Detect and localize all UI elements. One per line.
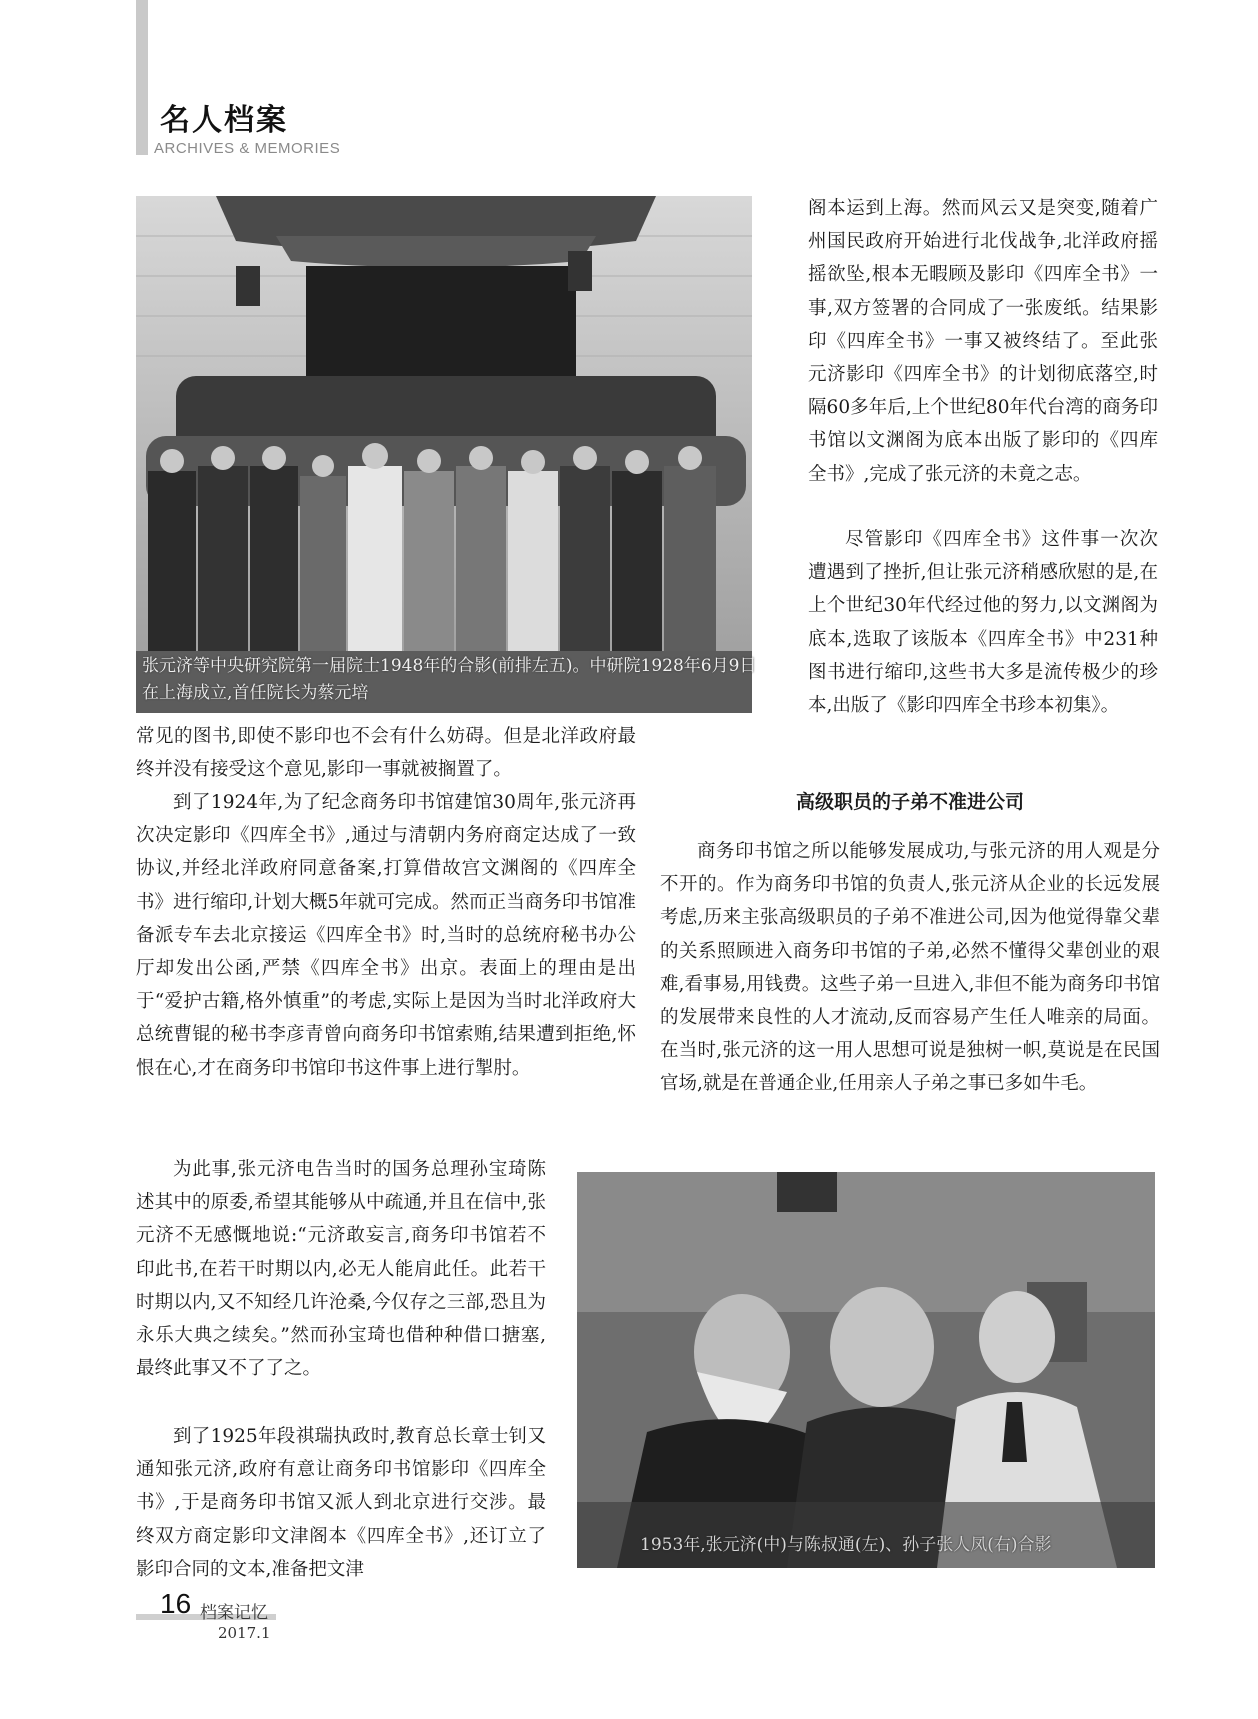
paragraph-2: 尽管影印《四库全书》这件事一次次遭遇到了挫折,但让张元济稍感欣慰的是,在上个世纪30年代经过他的努力,以文渊阁为底本,选取了该版本《四库全书》中231种图书进行缩印,这些书大多是流传极少的珍本,出版了《影印四库全书珍本初集》。 bbox=[808, 529, 1158, 717]
zhang-yuanji-1953-photo bbox=[577, 1172, 1155, 1568]
paragraph-3: 常见的图书,即使不影印也不会有什么妨碍。但是北洋政府最终并没有接受这个意见,影印一事就被搁置了。 bbox=[136, 726, 636, 781]
paragraph-4: 到了1924年,为了纪念商务印书馆建馆30周年,张元济再次决定影印《四库全书》,通过与清朝内务府商定达成了一致协议,并经北洋政府同意备案,打算借故宫文渊阁的《四库全书》进行缩印,计划大概5年就可完成。然而正当商务印书馆准备派专车去北京接运《四库全书》时,当时的总统府秘书办公厅却发出公函,严禁《四库全书》出京。表面上的理由是出于“爱护古籍,格外慎重”的考虑,实际上是因为当时北洋政府大总统曹锟的秘书李彦青曾向商务印书馆索贿,结果遭到拒绝,怀恨在心,才在商务印书馆印书这件事上进行掣肘。 bbox=[136, 792, 636, 1079]
academicians-group-photo bbox=[136, 196, 752, 713]
paragraph-1: 阁本运到上海。然而风云又是突变,随着广州国民政府开始进行北伐战争,北洋政府摇摇欲坠,根本无暇顾及影印《四库全书》一事,双方签署的合同成了一张废纸。结果影印《四库全书》一事又被终结了。至此张元济影印《四库全书》的计划彻底落空,时隔60多年后,上个世纪80年代台湾的商务印书馆以文渊阁为底本出版了影印的《四库全书》,完成了张元济的未竟之志。 bbox=[808, 198, 1158, 485]
magazine-name: 档案记忆 bbox=[200, 1603, 268, 1623]
paragraph-5: 为此事,张元济电告当时的国务总理孙宝琦陈述其中的原委,希望其能够从中疏通,并且在信中,张元济不无感慨地说:“元济敢妄言,商务印书馆若不印此书,在若干时期以内,必无人能肩此任。此若干时期以内,又不知经几许沧桑,今仅存之三部,恐且为永乐大典之续矣。”然而孙宝琦也借种种借口搪塞,最终此事又不了了之。 bbox=[136, 1159, 546, 1380]
section-heading: 高级职员的子弟不准进公司 bbox=[795, 791, 1024, 813]
issue-number: 2017.1 bbox=[218, 1624, 271, 1642]
paragraph-6: 到了1925年段祺瑞执政时,教育总长章士钊又通知张元济,政府有意让商务印书馆影印《四库全书》,于是商务印书馆又派人到北京进行交涉。最终双方商定影印文津阁本《四库全书》,还订立了影印合同的文本,准备把文津 bbox=[136, 1426, 546, 1580]
section-subtitle: ARCHIVES & MEMORIES bbox=[154, 140, 341, 157]
section2-body: 商务印书馆之所以能够发展成功,与张元济的用人观是分不开的。作为商务印书馆的负责人,张元济从企业的长远发展考虑,历来主张高级职员的子弟不准进公司,因为他觉得靠父辈的关系照顾进入商务印书馆的子弟,必然不懂得父辈创业的艰难,看事易,用钱费。这些子弟一旦进入,非但不能为商务印书馆的发展带来良性的人才流动,反而容易产生任人唯亲的局面。在当时,张元济的这一用人思想可说是独树一帜,莫说是在民国官场,就是在普通企业,任用亲人子弟之事已多如牛毛。 bbox=[660, 841, 1160, 1095]
bottom-photo-caption: 1953年,张元济(中)与陈叔通(左)、孙子张人凤(右)合影 bbox=[640, 1535, 1052, 1555]
top-photo-caption: 张元济等中央研究院第一届院士1948年的合影(前排左五)。中研院1928年6月9日在上海成立,首任院长为蔡元培 bbox=[142, 656, 757, 703]
page-number: 16 bbox=[160, 1588, 192, 1619]
header-accent-bar bbox=[136, 0, 148, 155]
section-title: 名人档案 bbox=[160, 103, 288, 138]
